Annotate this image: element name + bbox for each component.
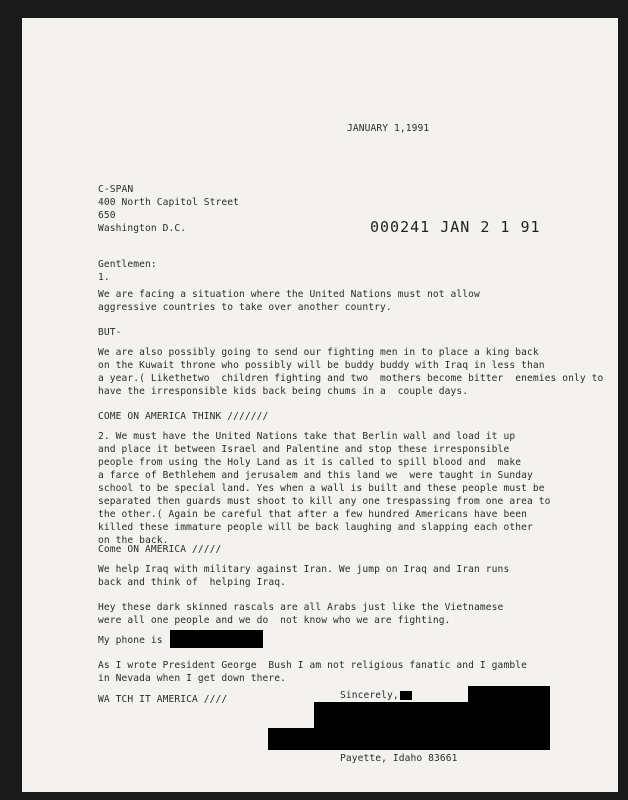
phone-label: My phone is [98,635,163,646]
sincerely: Sincerely, [340,690,399,701]
para4-line-2: back and think of helping Iraq. [98,577,287,588]
para3-line-6: separated then guards must shoot to kill any one trespassing from one area to [98,496,551,507]
come-on-america: Come ON AMERICA ///// [98,544,222,555]
para3-line-1: 2. We must have the United Nations take that Berlin wall and load it up [98,431,516,442]
para5-line-1: Hey these dark skinned rascals are all Arabs just like the Vietnamese [98,602,504,613]
para3-line-4: a farce of Bethlehem and jerusalem and this land we were taught in Sunday [98,470,533,481]
para3-line-5: school to be special land. Yes when a wall is built and these people must be [98,483,545,494]
item-number-1: 1. [98,272,110,283]
salutation: Gentlemen: [98,259,157,270]
para2-line-1: We are also possibly going to send our fighting men in to place a king back [98,347,539,358]
redaction-signature-bottom [268,728,550,750]
para3-line-7: the other.( Again be careful that after a few hundred Americans have been [98,509,527,520]
letter-date: JANUARY 1,1991 [347,123,430,134]
come-on-america-think: COME ON AMERICA THINK /////// [98,411,269,422]
recipient-line-3: 650 [98,210,116,221]
para2-line-2: on the Kuwait throne who possibly will be buddy buddy with Iraq in less than [98,360,545,371]
recipient-line-4: Washington D.C. [98,223,187,234]
para3-line-3: people from using the Holy Land as it is called to spill blood and make [98,457,522,468]
para5-line-2: were all one people and we do not know who we are fighting. [98,615,451,626]
letter-page [22,18,618,792]
but-line: BUT- [98,327,122,338]
recipient-line-1: C-SPAN [98,184,134,195]
para3-line-9: on the back. [98,535,169,546]
sender-city: Payette, Idaho 83661 [340,753,458,764]
para2-line-4: have the irresponsible kids back being chums in a couple days. [98,386,469,397]
para3-line-8: killed these immature people will be back laughing and slapping each other [98,522,533,533]
received-stamp: 000241 JAN 2 1 91 [370,218,541,236]
para3-line-2: and place it between Israel and Palentine and stop these irresponsible [98,444,510,455]
para6-line-1: As I wrote President George Bush I am not religious fanatic and I gamble [98,660,527,671]
para1-line-1: We are facing a situation where the United Nations must not allow [98,289,480,300]
para1-line-2: aggressive countries to take over another country. [98,302,392,313]
para4-line-1: We help Iraq with military against Iran. We jump on Iraq and Iran runs [98,564,510,575]
para2-line-3: a year.( Likethetwo children fighting and two mothers become bitter enemies only to [98,373,604,384]
redaction-mark [400,691,412,700]
watch-it-america: WA TCH IT AMERICA //// [98,694,228,705]
redaction-phone [170,630,263,648]
recipient-line-2: 400 North Capitol Street [98,197,240,208]
para6-line-2: in Nevada when I get down there. [98,673,287,684]
